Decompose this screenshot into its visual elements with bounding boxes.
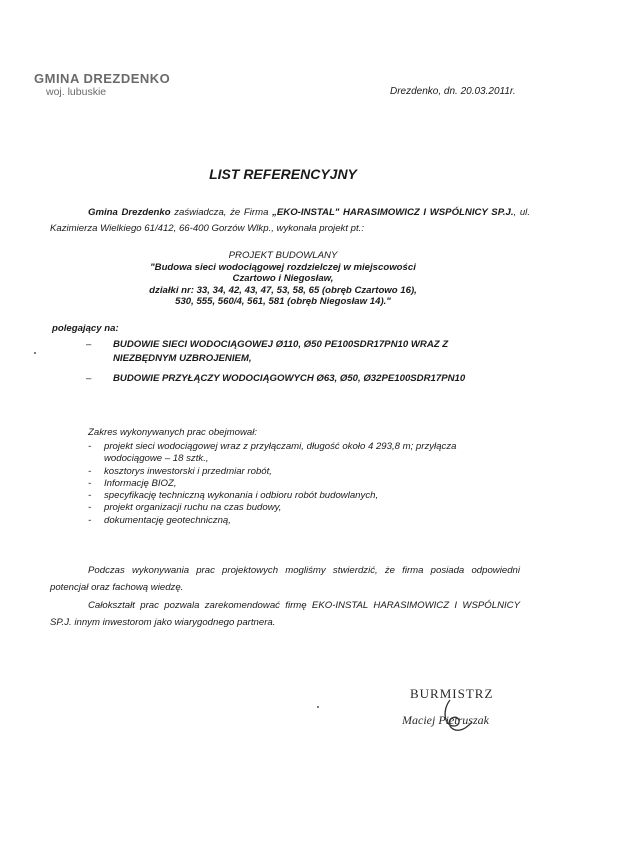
dash-marker: -	[88, 502, 92, 514]
dash-marker: -	[88, 477, 92, 489]
scope-item-text: Informację BIOZ,	[104, 477, 177, 489]
scope-item	[88, 490, 468, 502]
intro-text-2: , ul. Kazimierza Wielkiego 61/412, 66-400 Gorzów Wlkp., wykonała projekt pt.:	[50, 207, 530, 234]
place-and-date: Drezdenko, dn. 20.03.2011r.	[390, 86, 516, 97]
works-item-text: BUDOWIE SIECI WODOCIĄGOWEJ Ø110, Ø50 PE100SDR17PN10 WRAZ Z NIEZBĘDNYM UZBROJENIEM,	[113, 339, 449, 364]
project-block	[0, 250, 566, 308]
paragraph-recommendation-text: Całokształt prac pozwala zarekomendować firmę EKO-INSTAL HARASIMOWICZ I WSPÓLNICY SP.J. innym inwestorom jako wiarygodnego partnera.	[50, 600, 520, 628]
scope-heading: Zakres wykonywanych prac obejmował:	[88, 427, 258, 438]
dash-marker: –	[86, 373, 92, 384]
project-line: 530, 555, 560/4, 561, 581 (obręb Niegosław 14)."	[175, 296, 391, 308]
scope-item	[88, 515, 468, 527]
dash-marker: -	[88, 514, 92, 526]
handwritten-signature	[436, 696, 476, 736]
document-title: LIST REFERENCYJNY	[209, 166, 357, 182]
works-item-text: BUDOWIE PRZYŁĄCZY WODOCIĄGOWYCH Ø63, Ø50, Ø32PE100SDR17PN10	[113, 373, 466, 384]
stamp-organization: GMINA DREZDENKO	[34, 71, 171, 86]
dash-marker: –	[86, 339, 92, 350]
project-line: "Budowa sieci wodociągowej rozdzielczej w miejscowości	[150, 261, 416, 273]
signatory-title: BURMISTRZ	[410, 686, 494, 701]
scope-item-text: specyfikację techniczną wykonania i odbioru robót budowlanych,	[104, 490, 379, 502]
scope-item	[88, 502, 468, 514]
scope-item-text: projekt sieci wodociągowej wraz z przyłączami, długość około 4 293,8 m; przyłącza wodociągowe – 18 sztk.,	[104, 441, 457, 465]
intro-paragraph	[50, 205, 530, 237]
signatory-name: Maciej Pietruszak	[402, 713, 489, 727]
scope-item	[88, 478, 468, 490]
consisting-label: polegający na:	[52, 323, 119, 334]
dash-marker: -	[88, 490, 92, 502]
scope-item-text: dokumentację geotechniczną,	[104, 514, 231, 526]
intro-org-name: Gmina Drezdenko	[88, 207, 171, 218]
intro-company: „EKO-INSTAL" HARASIMOWICZ I WSPÓLNICY SP.J.	[272, 207, 514, 218]
scope-item	[88, 441, 468, 466]
works-item	[86, 338, 486, 366]
scan-speck	[34, 352, 36, 354]
scope-list	[88, 441, 468, 527]
scope-item-text: projekt organizacji ruchu na czas budowy,	[104, 502, 282, 514]
stamp-region: woj. lubuskie	[46, 86, 107, 98]
paragraph-capability	[50, 562, 520, 596]
scan-speck	[317, 706, 319, 708]
intro-text-1: zaświadcza, że Firma	[170, 207, 273, 218]
project-line: działki nr: 33, 34, 42, 43, 47, 53, 58, 65 (obręb Czartowo 16),	[149, 284, 417, 296]
scope-item	[88, 466, 468, 478]
works-item	[86, 372, 486, 386]
dash-marker: -	[88, 441, 92, 452]
project-line: Czartowo i Niegosław,	[232, 273, 334, 285]
paragraph-capability-text: Podczas wykonywania prac projektowych mogliśmy stwierdzić, że firma posiada odpowiedni potencjał oraz fachową wiedzę.	[50, 565, 520, 593]
dash-marker: -	[88, 465, 92, 477]
works-list	[86, 338, 486, 392]
scope-item-text: kosztorys inwestorski i przedmiar robót,	[104, 465, 272, 477]
project-heading: PROJEKT BUDOWLANY	[228, 250, 338, 261]
paragraph-recommendation	[50, 597, 520, 631]
